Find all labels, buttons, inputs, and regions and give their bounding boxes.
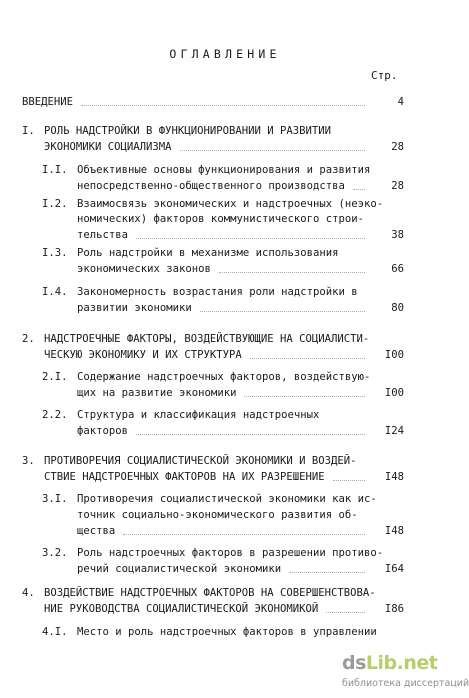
toc-entry-text: НИЕ РУКОВОДСТВА СОЦИАЛИСТИЧЕСКОЙ ЭКОНОМИКОЙ — [44, 603, 319, 615]
page-title: ОГЛАВЛЕНИЕ — [169, 47, 281, 61]
toc-entry-number: 3.I. — [42, 493, 68, 505]
toc-entry-text: Место и роль надстроечных факторов в управлении — [77, 626, 377, 638]
toc-entry-text: щества — [77, 525, 116, 537]
toc-entry-text: Роль надстроечных факторов в разрешении противо- — [77, 547, 384, 559]
toc-entry-number: 4. — [22, 587, 35, 599]
toc-leader-dots — [136, 431, 365, 435]
toc-leader-dots — [326, 609, 365, 613]
toc-entry-number: I. — [22, 125, 35, 137]
toc-entry-text: Содержание надстроечных факторов, воздействую- — [77, 371, 371, 383]
toc-entry-text: развитии экономики — [77, 302, 192, 314]
toc-leader-dots — [136, 235, 365, 239]
toc-page-number: 66 — [391, 263, 404, 275]
page-column-label: Стр. — [371, 69, 398, 82]
toc-page-number: I00 — [384, 349, 404, 361]
toc-leader-dots — [244, 393, 365, 397]
toc-leader-dots — [289, 569, 365, 573]
toc-entry-text: номических) факторов коммунистического строи- — [77, 213, 365, 225]
toc-entry-text: СТВИЕ НАДСТРОЕЧНЫХ ФАКТОРОВ НА ИХ РАЗРЕШЕНИЕ — [44, 471, 325, 483]
toc-entry-number: 2. — [22, 333, 35, 345]
toc-entry-number: 4.I. — [42, 626, 68, 638]
toc-entry-text: Роль надстройки в механизме использования — [77, 247, 339, 259]
toc-page-number: I48 — [384, 525, 404, 537]
watermark-logo — [342, 652, 437, 674]
toc-leader-dots — [81, 102, 365, 106]
toc-entry-number: I.3. — [42, 247, 68, 259]
toc-page-number: 28 — [391, 141, 404, 153]
toc-entry-text: ВОЗДЕЙСТВИЕ НАДСТРОЕЧНЫХ ФАКТОРОВ НА СОВЕРШЕНСТВОВА- — [44, 587, 376, 599]
toc-page-number: I24 — [384, 425, 404, 437]
toc-entry-text: экономических законов — [77, 263, 211, 275]
watermark-subtitle: библиотека диссертаций — [342, 678, 469, 689]
watermark-logo-prefix: ds — [342, 652, 366, 674]
toc-leader-dots — [219, 269, 365, 273]
toc-leader-dots — [250, 355, 365, 359]
toc-entry-number: I.4. — [42, 286, 68, 298]
toc-entry-text: НАДСТРОЕЧНЫЕ ФАКТОРЫ, ВОЗДЕЙСТВУЮЩИЕ НА СОЦИАЛИСТИ- — [44, 333, 370, 345]
toc-entry-text: Закономерность возрастания роли надстройки в — [77, 286, 358, 298]
toc-leader-dots — [353, 186, 365, 190]
toc-page-number: 80 — [391, 302, 404, 314]
toc-entry-number: 2.2. — [42, 409, 68, 421]
watermark — [342, 652, 469, 692]
toc-page-number: I00 — [384, 387, 404, 399]
toc-page-number: I86 — [384, 603, 404, 615]
toc-entry-text: речий социалистической экономики — [77, 563, 282, 575]
toc-entry-text: точник социально-экономического развития об- — [77, 509, 358, 521]
toc-page-number: 38 — [391, 229, 404, 241]
toc-entry-number: 3. — [22, 455, 35, 467]
toc-entry-text: ВВЕДЕНИЕ — [22, 96, 74, 108]
toc-entry-number: I.I. — [42, 164, 68, 176]
toc-leader-dots — [333, 477, 365, 481]
toc-leader-dots — [200, 308, 365, 312]
watermark-logo-suffix: Lib.net — [365, 652, 438, 674]
toc-entry-number: I.2. — [42, 198, 68, 210]
toc-entry-text: ЭКОНОМИКИ СОЦИАЛИЗМА — [44, 141, 172, 153]
toc-leader-dots — [123, 531, 365, 535]
toc-entry-text: РОЛЬ НАДСТРОЙКИ В ФУНКЦИОНИРОВАНИИ И РАЗВИТИИ — [44, 125, 332, 137]
toc-entry-text: Взаимосвязь экономических и надстроечных (неэко- — [77, 198, 384, 210]
toc-entry-text: факторов — [77, 425, 129, 437]
toc-entry-text: тельства — [77, 229, 129, 241]
toc-page-number: I48 — [384, 471, 404, 483]
toc-entry-text: Противоречия социалистической экономики как ис- — [77, 493, 377, 505]
toc-entry-number: 2.I. — [42, 371, 68, 383]
toc-entry-text: ЧЕСКУЮ ЭКОНОМИКУ И ИХ СТРУКТУРА — [44, 349, 242, 361]
toc-page-number: I64 — [384, 563, 404, 575]
toc-entry-text: непосредственно-общественного производства — [77, 180, 345, 192]
toc-page-number: 28 — [391, 180, 404, 192]
toc-entry-text: щих на развитие экономики — [77, 387, 237, 399]
toc-page-number: 4 — [397, 96, 404, 108]
toc-entry-text: Объективные основы функционирования и развития — [77, 164, 371, 176]
toc-entry-number: 3.2. — [42, 547, 68, 559]
toc-entry-text: Структура и классификация надстроечных — [77, 409, 320, 421]
toc-leader-dots — [180, 147, 365, 151]
toc-entry-text: ПРОТИВОРЕЧИЯ СОЦИАЛИСТИЧЕСКОЙ ЭКОНОМИКИ И ВОЗДЕЙ- — [44, 455, 357, 467]
